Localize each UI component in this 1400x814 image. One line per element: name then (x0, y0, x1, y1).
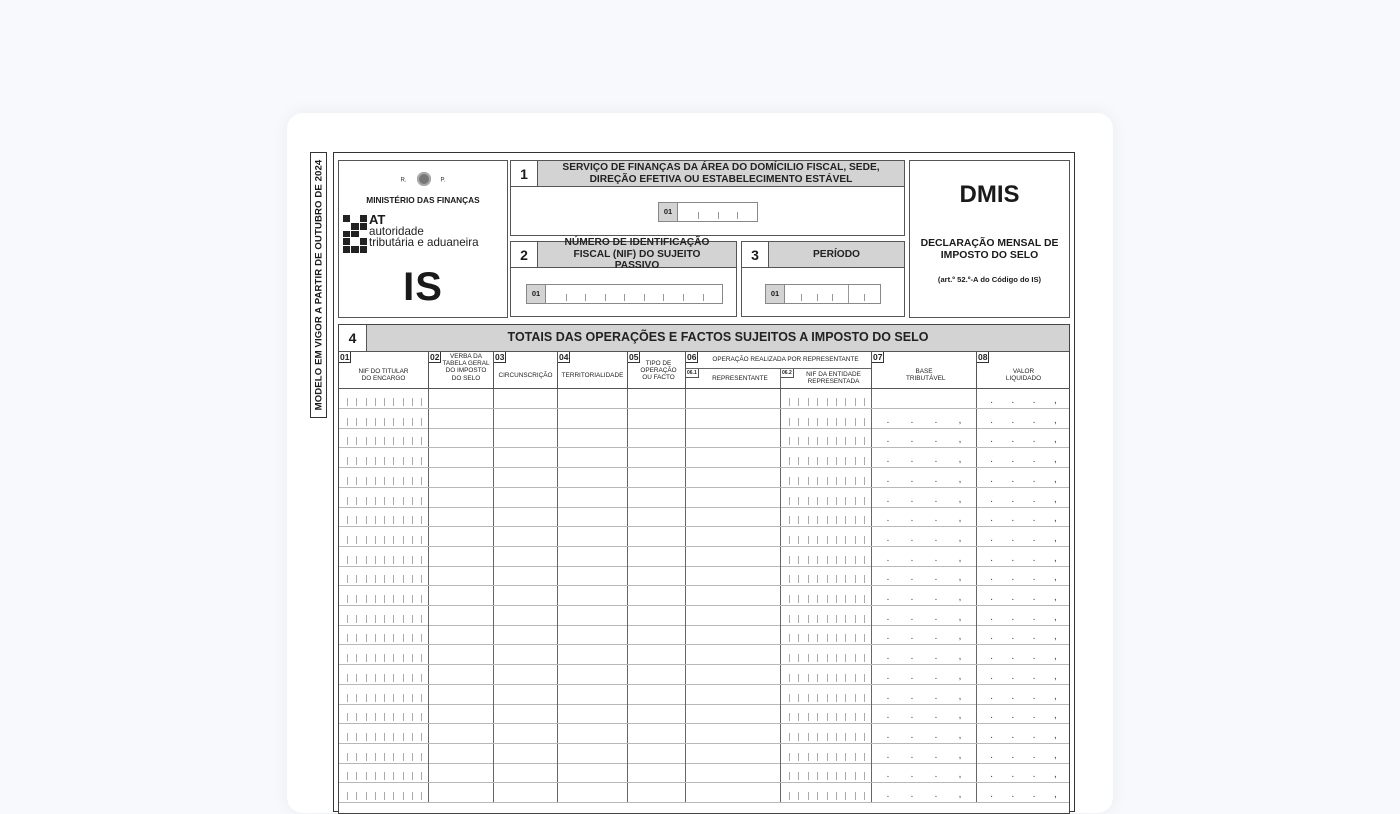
table-row (339, 625, 1069, 645)
territorialidade-input[interactable] (558, 547, 628, 566)
verba-input[interactable] (429, 685, 494, 704)
col-header-representante (686, 369, 781, 388)
tipo-operacao-input[interactable] (628, 625, 686, 644)
verba-input[interactable] (429, 527, 494, 546)
nif-representada-input[interactable] (781, 507, 872, 526)
col-code: 07 (873, 352, 883, 362)
col-label: TERRITORIALIDADE (561, 372, 624, 379)
base-tributavel-input[interactable]: . . . , (872, 586, 977, 605)
section-title: SERVIÇO DE FINANÇAS DA ÁREA DO DOMÍCILIO FISCAL, SEDE, DIREÇÃO EFETIVA OU ESTABELECIMENTO ESTÁVEL (538, 161, 904, 187)
territorialidade-input[interactable] (558, 645, 628, 664)
table-row (339, 389, 1069, 409)
representante-input[interactable] (686, 527, 781, 546)
legal-reference: (art.º 52.º-A do Código do IS) (937, 275, 1042, 284)
nif-titular-input[interactable] (339, 409, 429, 428)
tipo-operacao-input[interactable] (628, 685, 686, 704)
nif-representada-input[interactable] (781, 586, 872, 605)
valor-liquidado-input[interactable]: . . . , (990, 496, 1057, 504)
verba-input[interactable] (429, 744, 494, 763)
col-label: CIRCUNSCRIÇÃO (498, 372, 553, 379)
nif-representada-input[interactable] (781, 547, 872, 566)
valor-liquidado-input[interactable]: . . . , (990, 634, 1057, 642)
form-code: IS (403, 265, 443, 309)
base-tributavel-input[interactable]: . . . , (872, 547, 977, 566)
col-header-base-tributavel (872, 352, 977, 389)
valor-liquidado-input[interactable]: . . . , (990, 732, 1057, 740)
valor-liquidado-input[interactable]: . . . , (990, 752, 1057, 760)
base-tributavel-input[interactable] (872, 389, 977, 408)
section-number: 1 (511, 161, 538, 187)
nif-representada-input[interactable] (781, 783, 872, 802)
representante-input[interactable] (686, 724, 781, 743)
territorialidade-input[interactable] (558, 488, 628, 507)
representante-input[interactable] (686, 625, 781, 644)
nif-titular-input[interactable] (339, 507, 429, 526)
table-row (339, 685, 1069, 705)
section-number: 2 (511, 242, 538, 268)
at-logo (343, 213, 509, 259)
nif-representada-input[interactable] (781, 645, 872, 664)
rp-left: R. (400, 177, 407, 184)
nif-titular-input[interactable] (339, 428, 429, 447)
circunscricao-input[interactable] (494, 448, 558, 467)
verba-input[interactable] (429, 724, 494, 743)
nif-field[interactable] (526, 284, 723, 304)
territorialidade-input[interactable] (558, 625, 628, 644)
base-tributavel-input[interactable]: . . . , (872, 428, 977, 447)
territorialidade-input[interactable] (558, 468, 628, 487)
tipo-operacao-input[interactable] (628, 468, 686, 487)
nif-titular-input[interactable] (339, 645, 429, 664)
verba-input[interactable] (429, 704, 494, 723)
representante-input[interactable] (686, 744, 781, 763)
col-label: OPERAÇÃO REALIZADA POR REPRESENTANTE (712, 356, 859, 363)
at-emblem-icon (343, 215, 367, 253)
valor-liquidado-input[interactable]: . . . , (990, 772, 1057, 780)
nif-titular-input[interactable] (339, 566, 429, 585)
col-label: BASE TRIBUTÁVEL (906, 368, 946, 383)
field-code: 01 (659, 203, 678, 221)
table-row (339, 547, 1069, 567)
nif-titular-input[interactable] (339, 448, 429, 467)
col-code: 05 (629, 352, 639, 362)
sub-col-label: NIF DA ENTIDADE REPRESENTADA (806, 371, 861, 386)
verba-input[interactable] (429, 389, 494, 408)
nif-representada-input[interactable] (781, 625, 872, 644)
nif-titular-input[interactable] (339, 744, 429, 763)
circunscricao-input[interactable] (494, 488, 558, 507)
valor-liquidado-input[interactable]: . . . , (990, 575, 1057, 583)
territorialidade-input[interactable] (558, 566, 628, 585)
field-code: 01 (766, 285, 785, 303)
valor-liquidado-input[interactable]: . . . , (990, 614, 1057, 622)
base-tributavel-input[interactable]: . . . , (872, 606, 977, 625)
territorialidade-input[interactable] (558, 527, 628, 546)
nif-titular-input[interactable] (339, 488, 429, 507)
tipo-operacao-input[interactable] (628, 409, 686, 428)
verba-input[interactable] (429, 448, 494, 467)
model-validity-text: MODELO EM VIGOR A PARTIR DE OUTUBRO DE 2024 (313, 159, 324, 411)
verba-input[interactable] (429, 547, 494, 566)
nif-representada-input[interactable] (781, 468, 872, 487)
valor-liquidado-input[interactable]: . . . , (990, 437, 1057, 445)
tipo-operacao-input[interactable] (628, 448, 686, 467)
circunscricao-input[interactable] (494, 468, 558, 487)
nif-representada-input[interactable] (781, 566, 872, 585)
section-4 (338, 324, 1070, 814)
representante-input[interactable] (686, 409, 781, 428)
rp-right: P. (440, 177, 446, 184)
table-row (339, 586, 1069, 606)
nif-titular-input[interactable] (339, 586, 429, 605)
declaration-code: DMIS (959, 181, 1020, 208)
field-code: 01 (527, 285, 546, 303)
circunscricao-input[interactable] (494, 428, 558, 447)
tipo-operacao-input[interactable] (628, 783, 686, 802)
circunscricao-input[interactable] (494, 763, 558, 782)
table-row (339, 409, 1069, 429)
tipo-operacao-input[interactable] (628, 527, 686, 546)
representante-input[interactable] (686, 783, 781, 802)
representante-input[interactable] (686, 763, 781, 782)
col-label: TIPO DE OPERAÇÃO OU FACTO (640, 360, 677, 382)
table-row (339, 428, 1069, 448)
tipo-operacao-input[interactable] (628, 428, 686, 447)
tipo-operacao-input[interactable] (628, 704, 686, 723)
nif-representada-input[interactable] (781, 724, 872, 743)
tipo-operacao-input[interactable] (628, 566, 686, 585)
valor-liquidado-input[interactable]: . . . , (990, 417, 1057, 425)
section-title: TOTAIS DAS OPERAÇÕES E FACTOS SUJEITOS A IMPOSTO DO SELO (367, 325, 1069, 352)
model-validity-label (310, 152, 327, 418)
circunscricao-input[interactable] (494, 586, 558, 605)
valor-liquidado-input[interactable]: . . . , (990, 516, 1057, 524)
territorialidade-input[interactable] (558, 744, 628, 763)
valor-liquidado-input[interactable]: . . . , (990, 792, 1057, 799)
circunscricao-input[interactable] (494, 547, 558, 566)
representante-input[interactable] (686, 428, 781, 447)
territorialidade-input[interactable] (558, 665, 628, 684)
tipo-operacao-input[interactable] (628, 488, 686, 507)
table-row (339, 744, 1069, 764)
circunscricao-input[interactable] (494, 645, 558, 664)
nif-titular-input[interactable] (339, 724, 429, 743)
col-code: 01 (340, 352, 350, 362)
territorialidade-input[interactable] (558, 763, 628, 782)
nif-titular-input[interactable] (339, 389, 429, 408)
col-header-verba (429, 352, 494, 389)
table-row (339, 665, 1069, 685)
nif-titular-input[interactable] (339, 468, 429, 487)
circunscricao-input[interactable] (494, 507, 558, 526)
tipo-operacao-input[interactable] (628, 606, 686, 625)
territorialidade-input[interactable] (558, 428, 628, 447)
section-title: NÚMERO DE IDENTIFICAÇÃO FISCAL (NIF) DO SUJEITO PASSIVO (538, 242, 736, 268)
nif-titular-input[interactable] (339, 685, 429, 704)
base-tributavel-input[interactable]: . . . , (872, 625, 977, 644)
territorialidade-input[interactable] (558, 606, 628, 625)
verba-input[interactable] (429, 507, 494, 526)
sub-col-code: 06.2 (782, 370, 792, 376)
nif-representada-input[interactable] (781, 428, 872, 447)
nif-titular-input[interactable] (339, 665, 429, 684)
base-tributavel-input[interactable]: . . . , (872, 566, 977, 585)
circunscricao-input[interactable] (494, 783, 558, 802)
col-label: NIF DO TITULAR DO ENCARGO (358, 368, 409, 383)
circunscricao-input[interactable] (494, 566, 558, 585)
circunscricao-input[interactable] (494, 704, 558, 723)
circunscricao-input[interactable] (494, 625, 558, 644)
territorialidade-input[interactable] (558, 685, 628, 704)
section-1 (510, 160, 905, 236)
circunscricao-input[interactable] (494, 409, 558, 428)
territorialidade-input[interactable] (558, 409, 628, 428)
republic-emblem-icon (417, 172, 431, 186)
nif-titular-input[interactable] (339, 547, 429, 566)
nif-titular-input[interactable] (339, 763, 429, 782)
representante-input[interactable] (686, 645, 781, 664)
verba-input[interactable] (429, 409, 494, 428)
table-row (339, 527, 1069, 547)
table-row (339, 566, 1069, 586)
nif-representada-input[interactable] (781, 744, 872, 763)
verba-input[interactable] (429, 488, 494, 507)
col-code: 03 (495, 352, 505, 362)
table-row (339, 468, 1069, 488)
section-2 (510, 237, 737, 317)
base-tributavel-input[interactable]: . . . , (872, 763, 977, 782)
nif-representada-input[interactable] (781, 704, 872, 723)
valor-liquidado-input[interactable]: . . . , (990, 693, 1057, 701)
territorialidade-input[interactable] (558, 507, 628, 526)
nif-representada-input[interactable] (781, 409, 872, 428)
verba-input[interactable] (429, 763, 494, 782)
territorialidade-input[interactable] (558, 448, 628, 467)
valor-liquidado-input[interactable]: . . . , (990, 476, 1057, 484)
nif-representada-input[interactable] (781, 527, 872, 546)
verba-input[interactable] (429, 566, 494, 585)
verba-input[interactable] (429, 586, 494, 605)
section-number: 4 (339, 325, 367, 352)
col-header-tipo-operacao (628, 352, 686, 389)
circunscricao-input[interactable] (494, 665, 558, 684)
representante-input[interactable] (686, 547, 781, 566)
tipo-operacao-input[interactable] (628, 389, 686, 408)
territorialidade-input[interactable] (558, 586, 628, 605)
sub-col-label: REPRESENTANTE (712, 375, 768, 382)
circunscricao-input[interactable] (494, 744, 558, 763)
table-row (339, 488, 1069, 508)
tipo-operacao-input[interactable] (628, 586, 686, 605)
nif-titular-input[interactable] (339, 606, 429, 625)
representante-input[interactable] (686, 389, 781, 408)
col-header-valor-liquidado (977, 352, 1070, 389)
valor-liquidado-input[interactable]: . . . , (990, 457, 1057, 465)
representante-input[interactable] (686, 586, 781, 605)
representante-input[interactable] (686, 468, 781, 487)
col-code: 06 (687, 352, 697, 362)
base-tributavel-input[interactable]: . . . , (872, 448, 977, 467)
table-row (339, 507, 1069, 527)
representante-input[interactable] (686, 488, 781, 507)
circunscricao-input[interactable] (494, 606, 558, 625)
section-title: PERÍODO (769, 242, 904, 268)
col-code: 02 (430, 352, 440, 362)
nif-titular-input[interactable] (339, 527, 429, 546)
section-number: 3 (742, 242, 769, 268)
base-tributavel-input[interactable]: . . . , (872, 507, 977, 526)
base-tributavel-input[interactable]: . . . , (872, 409, 977, 428)
nif-titular-input[interactable] (339, 783, 429, 802)
header-logo-box (338, 160, 508, 318)
base-tributavel-input[interactable]: . . . , (872, 468, 977, 487)
circunscricao-input[interactable] (494, 685, 558, 704)
table-row (339, 724, 1069, 744)
at-name-line2: tributária e aduaneira (369, 236, 479, 249)
base-tributavel-input[interactable]: . . . , (872, 665, 977, 684)
representante-input[interactable] (686, 606, 781, 625)
sub-col-code: 06.1 (687, 370, 697, 376)
territorialidade-input[interactable] (558, 783, 628, 802)
valor-liquidado-input[interactable]: . . . , (990, 555, 1057, 563)
republic-emblem-line (339, 173, 507, 187)
col-header-territorialidade (558, 352, 628, 389)
col-header-representante-group (686, 352, 872, 389)
territorialidade-input[interactable] (558, 704, 628, 723)
valor-liquidado-input[interactable]: . . . , (990, 398, 1057, 405)
verba-input[interactable] (429, 428, 494, 447)
valor-liquidado-input[interactable]: . . . , (990, 595, 1057, 602)
nif-representada-input[interactable] (781, 763, 872, 782)
base-tributavel-input[interactable]: . . . , (872, 645, 977, 664)
tipo-operacao-input[interactable] (628, 724, 686, 743)
tipo-operacao-input[interactable] (628, 507, 686, 526)
nif-representada-input[interactable] (781, 389, 872, 408)
at-name-line1: autoridade (369, 225, 424, 238)
ministry-name: MINISTÉRIO DAS FINANÇAS (366, 195, 480, 205)
territorialidade-input[interactable] (558, 724, 628, 743)
col-header-nif-representada (781, 369, 872, 388)
at-acronym: AT (369, 212, 386, 227)
representante-input[interactable] (686, 507, 781, 526)
circunscricao-input[interactable] (494, 389, 558, 408)
section-3 (741, 241, 905, 317)
base-tributavel-input[interactable]: . . . , (872, 783, 977, 802)
tipo-operacao-input[interactable] (628, 763, 686, 782)
verba-input[interactable] (429, 468, 494, 487)
nif-titular-input[interactable] (339, 704, 429, 723)
representante-input[interactable] (686, 566, 781, 585)
valor-liquidado-input[interactable]: . . . , (990, 673, 1057, 681)
col-code: 04 (559, 352, 569, 362)
representante-input[interactable] (686, 448, 781, 467)
tipo-operacao-input[interactable] (628, 645, 686, 664)
circunscricao-input[interactable] (494, 724, 558, 743)
col-label: VALOR LIQUIDADO (1005, 368, 1042, 383)
table-row (339, 606, 1069, 626)
valor-liquidado-input[interactable]: . . . , (990, 654, 1057, 662)
verba-input[interactable] (429, 606, 494, 625)
col-code: 08 (978, 352, 988, 362)
verba-input[interactable] (429, 645, 494, 664)
table-row (339, 783, 1069, 803)
col-header-nif-titular (339, 352, 429, 389)
period-field[interactable] (765, 284, 881, 304)
tax-office-field[interactable] (658, 202, 758, 222)
verba-input[interactable] (429, 665, 494, 684)
valor-liquidado-input[interactable]: . . . , (990, 535, 1057, 543)
base-tributavel-input[interactable]: . . . , (872, 527, 977, 546)
nif-representada-input[interactable] (781, 488, 872, 507)
tipo-operacao-input[interactable] (628, 547, 686, 566)
table-row (339, 448, 1069, 468)
verba-input[interactable] (429, 625, 494, 644)
verba-input[interactable] (429, 783, 494, 802)
col-header-circunscricao (494, 352, 558, 389)
table-row (339, 704, 1069, 724)
declaration-title-box (909, 160, 1070, 318)
col-label: VERBA DA TABELA GERAL DO IMPOSTO DO SELO (442, 353, 490, 382)
table-row (339, 763, 1069, 783)
tipo-operacao-input[interactable] (628, 665, 686, 684)
base-tributavel-input[interactable]: . . . , (872, 704, 977, 723)
base-tributavel-input[interactable]: . . . , (872, 744, 977, 763)
declaration-name: DECLARAÇÃO MENSAL DE IMPOSTO DO SELO (920, 238, 1059, 261)
circunscricao-input[interactable] (494, 527, 558, 546)
representante-input[interactable] (686, 665, 781, 684)
table-row (339, 645, 1069, 665)
nif-representada-input[interactable] (781, 665, 872, 684)
nif-titular-input[interactable] (339, 625, 429, 644)
nif-representada-input[interactable] (781, 606, 872, 625)
representante-input[interactable] (686, 704, 781, 723)
valor-liquidado-input[interactable]: . . . , (990, 713, 1057, 721)
base-tributavel-input[interactable]: . . . , (872, 685, 977, 704)
base-tributavel-input[interactable]: . . . , (872, 724, 977, 743)
tipo-operacao-input[interactable] (628, 744, 686, 763)
base-tributavel-input[interactable]: . . . , (872, 488, 977, 507)
nif-representada-input[interactable] (781, 685, 872, 704)
territorialidade-input[interactable] (558, 389, 628, 408)
representante-input[interactable] (686, 685, 781, 704)
nif-representada-input[interactable] (781, 448, 872, 467)
